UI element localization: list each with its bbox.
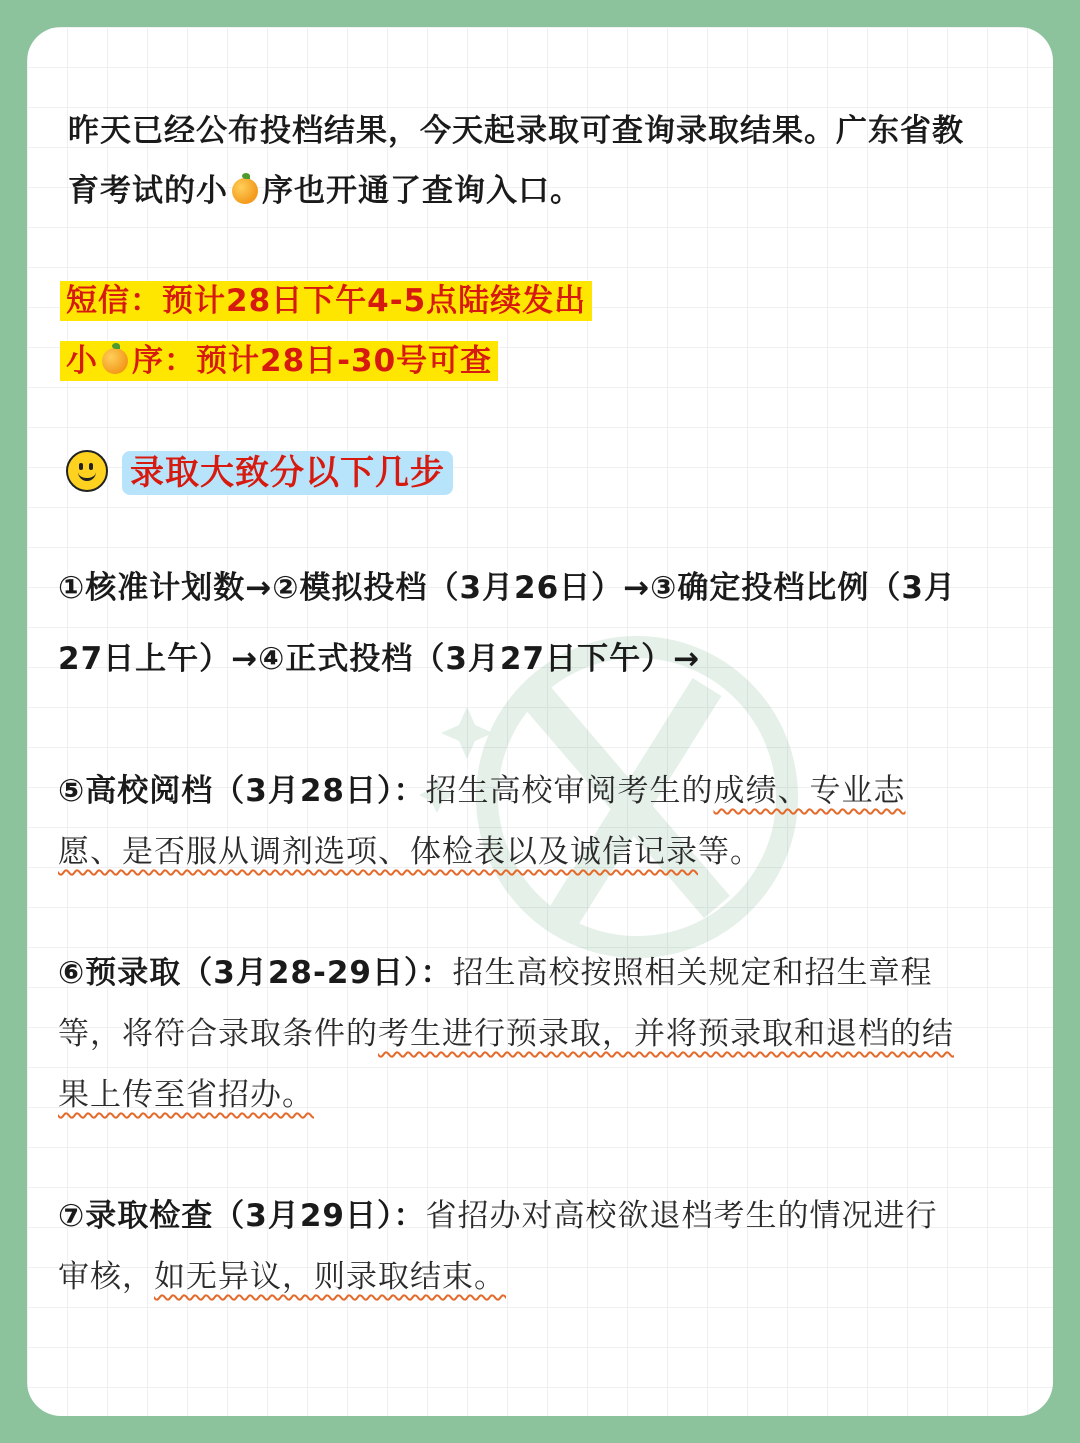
orange-emoji-icon xyxy=(102,348,128,374)
step7-underlined-2: 如无异议，则录取结束。 xyxy=(154,1259,506,1295)
step6-title: ⑥预录取（3月28-29日）： xyxy=(58,955,453,991)
content-card xyxy=(27,27,1053,1416)
sms-notice-text: 短信：预计28日下午4-5点陆续发出 xyxy=(60,281,592,321)
flow-line-2: 27日上午）→④正式投档（3月27日下午）→ xyxy=(58,641,701,677)
smiley-face-icon xyxy=(66,450,108,492)
step5-text-1: 招生高校审阅考生的 xyxy=(425,773,714,809)
step6-line-1 xyxy=(58,947,932,992)
sms-notice xyxy=(60,275,592,320)
step5-line-2 xyxy=(58,826,762,871)
step5-line-1 xyxy=(58,765,905,810)
mini-program-notice-text xyxy=(60,341,498,381)
step6-text-2: 等，将符合录取条件的 xyxy=(58,1016,378,1052)
step6-underlined-2: 考生进行预录取，并将预录取和退档的结 xyxy=(378,1016,954,1052)
step5-text-2: 等。 xyxy=(698,834,762,870)
steps-heading xyxy=(66,445,453,494)
mini-program-notice xyxy=(60,335,498,380)
step6-line-3 xyxy=(58,1069,314,1114)
step5-underlined-2: 愿、是否服从调剂选项、体检表以及诚信记录 xyxy=(58,834,698,870)
intro-line-2-end: 序也开通了查询入口。 xyxy=(262,173,582,209)
intro-line-1: 昨天已经公布投档结果，今天起录取可查询录取结果。广东省教 xyxy=(68,113,964,149)
step5-underlined-1: 成绩、专业志 xyxy=(713,773,906,809)
steps-heading-text: 录取大致分以下几步 xyxy=(122,451,453,495)
step7-text-2: 审核， xyxy=(58,1259,154,1295)
orange-emoji-icon xyxy=(232,178,258,204)
step7-line-1 xyxy=(58,1190,937,1235)
step6-underlined-3: 果上传至省招办。 xyxy=(58,1077,314,1113)
intro-line-2 xyxy=(68,165,582,210)
step7-line-2 xyxy=(58,1251,506,1296)
step6-line-2 xyxy=(58,1008,954,1053)
step5-title: ⑤高校阅档（3月28日）： xyxy=(58,773,426,809)
intro-line-2-start: 育考试的小 xyxy=(68,173,228,209)
step7-text-1: 省招办对高校欲退档考生的情况进行 xyxy=(425,1198,938,1234)
step6-text-1: 招生高校按照相关规定和招生章程 xyxy=(452,955,933,991)
step7-title: ⑦录取检查（3月29日）： xyxy=(58,1198,426,1234)
mini-program-notice-end: 序：预计28日-30号可查 xyxy=(132,343,493,379)
mini-program-notice-start: 小 xyxy=(66,343,98,379)
flow-line-1: ①核准计划数→②模拟投档（3月26日）→③确定投档比例（3月 xyxy=(58,570,956,606)
